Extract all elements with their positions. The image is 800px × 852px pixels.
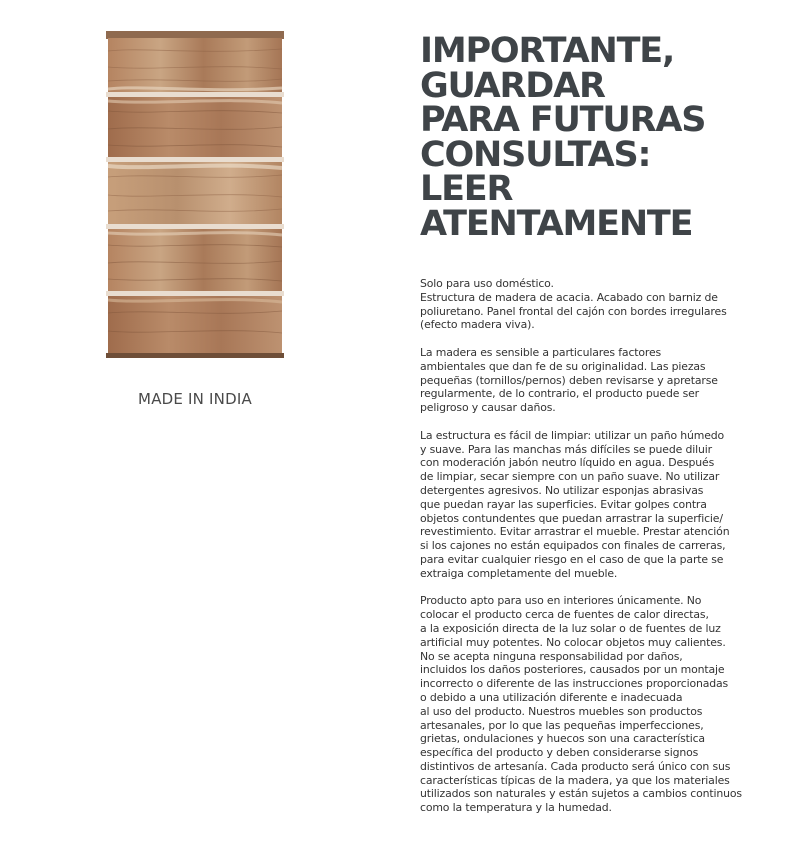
title-line: GUARDAR <box>420 65 605 106</box>
paragraph-cleaning <box>420 429 785 581</box>
product-image <box>106 31 284 358</box>
text-line: a la exposición directa de la luz solar o de fuentes de luz <box>420 621 721 635</box>
chest-of-drawers-illustration <box>106 31 284 358</box>
text-line: al uso del producto. Nuestros muebles son productos <box>420 704 703 718</box>
text-line: para evitar cualquier riesgo en el caso de que la parte se <box>420 552 724 566</box>
text-line: artesanales, por lo que las pequeñas imperfecciones, <box>420 718 704 732</box>
drawer-5 <box>108 296 282 354</box>
text-line: (efecto madera viva). <box>420 318 535 332</box>
page-title <box>420 31 780 244</box>
text-line: de limpiar, secar siempre con un paño suave. No utilizar <box>420 470 720 484</box>
text-line: y suave. Para las manchas más difíciles se puede diluir <box>420 442 712 456</box>
text-line: peligroso y causar daños. <box>420 401 556 415</box>
text-line: como la temperatura y la humedad. <box>420 801 612 815</box>
text-line: Solo para uso doméstico. <box>420 277 554 290</box>
paragraph-wood <box>420 346 785 415</box>
text-line: incluidos los daños posteriores, causados por un montaje <box>420 663 725 677</box>
text-line: La estructura es fácil de limpiar: utilizar un paño húmedo <box>420 428 725 442</box>
title-line: IMPORTANTE, <box>420 31 675 71</box>
title-line: PARA FUTURAS <box>420 100 706 140</box>
text-line: específica del producto y deben considerarse signos <box>420 746 699 760</box>
title-line: ATENTAMENTE <box>420 203 693 244</box>
paragraph-indoor-use <box>420 594 785 815</box>
text-line: ambientales que dan fe de su originalidad. Las piezas <box>420 359 706 373</box>
text-line: características típicas de la madera, ya que los materiales <box>420 773 730 787</box>
text-line: utilizados son naturales y están sujetos a cambios continuos <box>420 787 742 801</box>
text-line: Producto apto para uso en interiores únicamente. No <box>420 594 702 608</box>
title-line: LEER <box>420 169 513 209</box>
drawer-2 <box>108 97 282 157</box>
text-line: objetos contundentes que puedan arrastrar la superficie/ <box>420 511 723 525</box>
made-in-label: MADE IN INDIA <box>138 390 252 408</box>
drawer-4 <box>108 229 282 291</box>
drawer-3 <box>108 162 282 224</box>
text-line: artificial muy potentes. No colocar objetos muy calientes. <box>420 635 726 649</box>
paragraph-usage <box>420 277 785 332</box>
text-line: si los cajones no están equipados con finales de carreras, <box>420 539 726 553</box>
text-line: regularmente, de lo contrario, el producto puede ser <box>420 387 699 401</box>
text-line: extraiga completamente del mueble. <box>420 566 618 580</box>
text-line: incorrecto o diferente de las instrucciones proporcionadas <box>420 677 729 691</box>
text-line: grietas, ondulaciones y huecos son una característica <box>420 732 705 746</box>
text-line: colocar el producto cerca de fuentes de calor directas, <box>420 608 709 622</box>
care-instructions <box>420 277 785 829</box>
text-line: No se acepta ninguna responsabilidad por daños, <box>420 649 683 663</box>
text-line: poliuretano. Panel frontal del cajón con bordes irregulares <box>420 304 727 318</box>
text-line: con moderación jabón neutro líquido en agua. Después <box>420 456 715 470</box>
text-line: que puedan rayar las superficies. Evitar golpes contra <box>420 497 707 511</box>
text-line: o debido a una utilización diferente e inadecuada <box>420 690 683 704</box>
text-line: pequeñas (tornillos/pernos) deben revisarse y apretarse <box>420 373 718 387</box>
title-line: CONSULTAS: <box>420 134 651 175</box>
text-line: Estructura de madera de acacia. Acabado con barniz de <box>420 290 718 304</box>
text-line: La madera es sensible a particulares factores <box>420 345 662 359</box>
drawer-1 <box>108 38 282 92</box>
text-line: revestimiento. Evitar arrastrar el mueble. Prestar atención <box>420 525 730 539</box>
text-line: distintivos de artesanía. Cada producto será único con sus <box>420 759 731 773</box>
text-line: detergentes agresivos. No utilizar esponjas abrasivas <box>420 483 704 497</box>
